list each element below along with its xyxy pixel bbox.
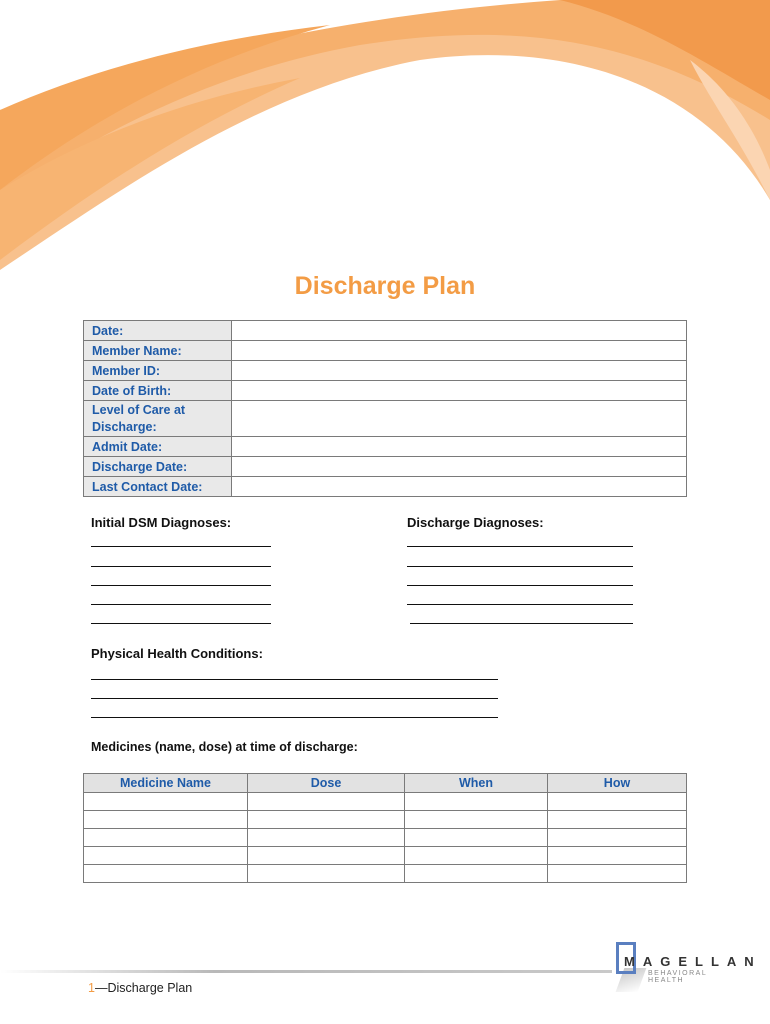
- dose-cell[interactable]: [248, 829, 405, 847]
- dose-cell[interactable]: [248, 793, 405, 811]
- field-label: Date of Birth:: [84, 381, 232, 401]
- dose-cell[interactable]: [248, 847, 405, 865]
- header-wave-art: [0, 0, 770, 300]
- initial-dsm-line[interactable]: [91, 546, 271, 547]
- when-cell[interactable]: [405, 865, 548, 883]
- magellan-logo: [612, 940, 762, 1000]
- date-of-birth-field[interactable]: [232, 381, 687, 401]
- table-row: [84, 401, 687, 437]
- field-label: Discharge Date:: [84, 457, 232, 477]
- last-contact-date-field[interactable]: [232, 477, 687, 497]
- discharge-date-field[interactable]: [232, 457, 687, 477]
- footer-divider: [0, 970, 612, 973]
- discharge-diagnoses-line[interactable]: [407, 585, 633, 586]
- date-field[interactable]: [232, 321, 687, 341]
- how-cell[interactable]: [548, 793, 687, 811]
- table-row: [84, 381, 687, 401]
- when-cell[interactable]: [405, 811, 548, 829]
- physical-health-label: Physical Health Conditions:: [91, 646, 263, 661]
- field-label: Date:: [84, 321, 232, 341]
- table-row: [84, 793, 687, 811]
- discharge-diagnoses-line[interactable]: [407, 546, 633, 547]
- table-row: [84, 865, 687, 883]
- table-row: [84, 477, 687, 497]
- field-label: Last Contact Date:: [84, 477, 232, 497]
- page-title: Discharge Plan: [294, 272, 476, 300]
- when-cell[interactable]: [405, 847, 548, 865]
- medicine-name-cell[interactable]: [84, 811, 248, 829]
- column-header: How: [548, 774, 687, 793]
- field-label: Member ID:: [84, 361, 232, 381]
- medicines-table: [83, 773, 687, 883]
- discharge-diagnoses-label: Discharge Diagnoses:: [407, 515, 544, 530]
- how-cell[interactable]: [548, 847, 687, 865]
- initial-dsm-line[interactable]: [91, 566, 271, 567]
- logo-tagline: BEHAVIORAL HEALTH: [648, 970, 707, 984]
- table-row: [84, 437, 687, 457]
- initial-dsm-label: Initial DSM Diagnoses:: [91, 515, 232, 530]
- initial-dsm-line[interactable]: [91, 623, 271, 624]
- column-header: When: [405, 774, 548, 793]
- physical-health-line[interactable]: [91, 717, 498, 718]
- table-row: [84, 341, 687, 361]
- admit-date-field[interactable]: [232, 437, 687, 457]
- when-cell[interactable]: [405, 829, 548, 847]
- how-cell[interactable]: [548, 811, 687, 829]
- member-name-field[interactable]: [232, 341, 687, 361]
- table-row: [84, 361, 687, 381]
- logo-wordmark: MAGELLAN: [624, 954, 762, 969]
- page-label: —Discharge Plan: [94, 981, 193, 995]
- discharge-diagnoses-line[interactable]: [407, 566, 633, 567]
- column-header: Medicine Name: [84, 774, 248, 793]
- table-row: [84, 847, 687, 865]
- member-info-table: [83, 320, 687, 497]
- table-row: [84, 457, 687, 477]
- page-number: 1: [88, 981, 95, 995]
- medicines-label: Medicines (name, dose) at time of discharge:: [91, 740, 358, 754]
- medicine-name-cell[interactable]: [84, 829, 248, 847]
- how-cell[interactable]: [548, 829, 687, 847]
- initial-dsm-line[interactable]: [91, 585, 271, 586]
- column-header: Dose: [248, 774, 405, 793]
- table-row: [84, 811, 687, 829]
- member-id-field[interactable]: [232, 361, 687, 381]
- how-cell[interactable]: [548, 865, 687, 883]
- discharge-diagnoses-line[interactable]: [407, 604, 633, 605]
- initial-dsm-line[interactable]: [91, 604, 271, 605]
- physical-health-line[interactable]: [91, 698, 498, 699]
- medicine-name-cell[interactable]: [84, 847, 248, 865]
- when-cell[interactable]: [405, 793, 548, 811]
- level-of-care-field[interactable]: [232, 401, 687, 437]
- table-header-row: [84, 774, 687, 793]
- medicine-name-cell[interactable]: [84, 793, 248, 811]
- footer-page-label: [88, 981, 192, 995]
- medicine-name-cell[interactable]: [84, 865, 248, 883]
- table-row: [84, 321, 687, 341]
- field-label: Admit Date:: [84, 437, 232, 457]
- dose-cell[interactable]: [248, 865, 405, 883]
- table-row: [84, 829, 687, 847]
- physical-health-line[interactable]: [91, 679, 498, 680]
- dose-cell[interactable]: [248, 811, 405, 829]
- discharge-diagnoses-line[interactable]: [410, 623, 633, 624]
- field-label: Level of Care at Discharge:: [84, 401, 232, 437]
- field-label: Member Name:: [84, 341, 232, 361]
